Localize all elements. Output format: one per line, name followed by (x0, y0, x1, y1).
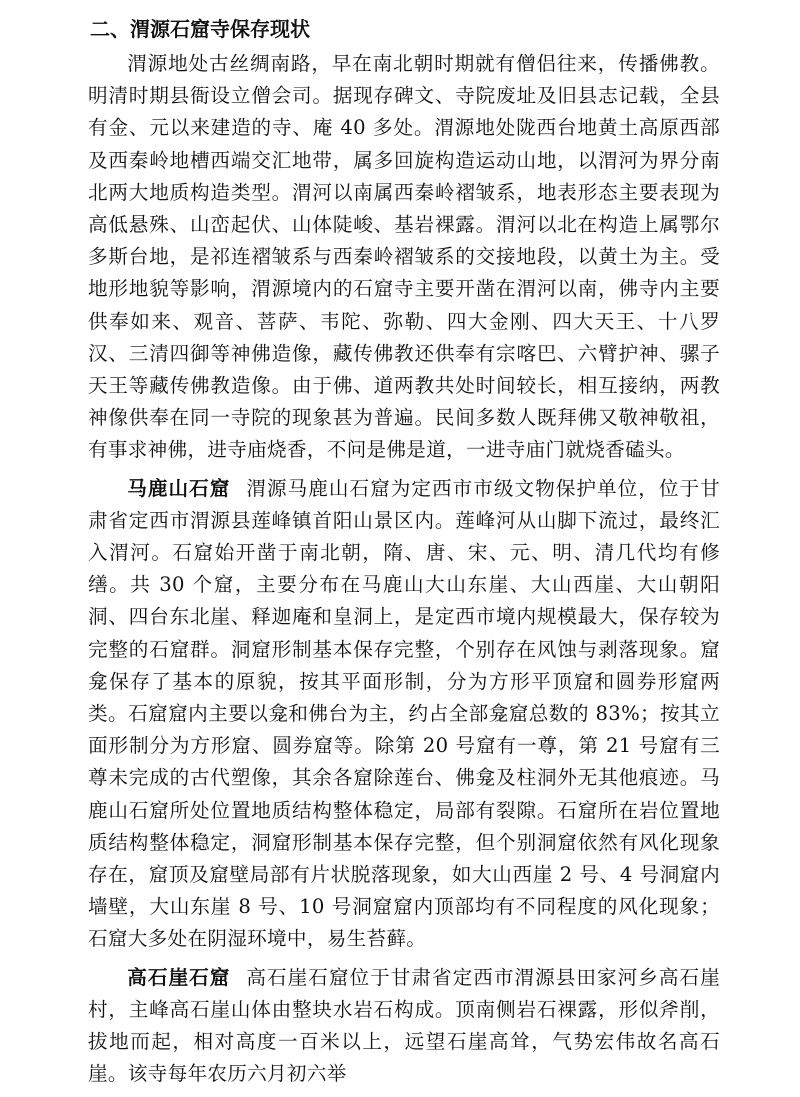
maluoshan-title: 马鹿山石窟 (127, 476, 231, 500)
section-title: 二、渭源石窟寺保存现状 (90, 17, 310, 41)
intro-paragraph: 渭源地处古丝绸南路，早在南北朝时期就有僧侣往来，传播佛教。明清时期县衙设立僧会司。据现存碑文、寺院废址及旧县志记载，全县有金、元以来建造的寺、庵 40 多处。渭源地处陇西台地黄土高原西部及西秦岭地槽西端交汇地带，属多回旋构造运动山地，以渭河为界分南北两大地质构造类型。渭河以南属西秦岭褶皱系，地表形态主要表现为高低悬殊、山峦起伏、山体陡峻、基岩裸露。渭河以北在构造上属鄂尔多斯台地，是祁连褶皱系与西秦岭褶皱系的交接地段，以黄土为主。受地形地貌等影响，渭源境内的石窟寺主要开凿在渭河以南，佛寺内主要供奉如来、观音、菩萨、韦陀、弥勒、四大金刚、四大天王、十八罗汉、三清四御等神佛造像，藏传佛教还供奉有宗喀巴、六臂护神、骡子天王等藏传佛教造像。由于佛、道两教共处时间较长，相互接纳，两教神像供奉在同一寺院的现象甚为普遍。民间多数人既拜佛又敬神敬祖，有事求神佛，进寺庙烧香，不问是佛是道，一进寺庙门就烧香磕头。 (88, 52, 720, 462)
gaoshiya-paragraph (88, 962, 720, 1091)
maluoshan-body: 渭源马鹿山石窟为定西市市级文物保护单位，位于甘肃省定西市渭源县莲峰镇首阳山景区内。莲峰河从山脚下流过，最终汇入渭河。石窟始开凿于南北朝，隋、唐、宋、元、明、清几代均有修缮。共 30 个窟，主要分布在马鹿山大山东崖、大山西崖、大山朝阳洞、四台东北崖、释迦庵和皇洞上，是定西市境内规模最大，保存较为完整的石窟群。洞窟形制基本保存完整，个别存在风蚀与剥落现象。窟龛保存了基本的原貌，按其平面形制，分为方形平顶窟和圆券形窟两类。石窟窟内主要以龛和佛台为主，约占全部龛窟总数的 83%；按其立面形制分为方形窟、圆券窟等。除第 20 号窟有一尊，第 21 号窟有三尊未完成的古代塑像，其余各窟除莲台、佛龛及柱洞外无其他痕迹。马鹿山石窟所处位置地质结构整体稳定，局部有裂隙。石窟所在岩位置地质结构整体稳定，洞窟形制基本保存完整，但个别洞窟依然有风化现象存在，窟顶及窟壁局部有片状脱落现象，如大山西崖 2 号、4 号洞窟内墙壁，大山东崖 8 号、10 号洞窟窟内顶部均有不同程度的风化现象；石窟大多处在阴湿环境中，易生苔藓。 (88, 476, 721, 951)
maluoshan-paragraph (88, 473, 720, 956)
gaoshiya-title: 高石崖石窟 (127, 965, 231, 989)
document-page (88, 14, 720, 1097)
gaoshiya-body: 高石崖石窟位于甘肃省定西市渭源县田家河乡高石崖村，主峰高石崖山体由整块水岩石构成。顶南侧岩石裸露，形似斧削，拔地而起，相对高度一百米以上，远望石崖高耸，气势宏伟故名高石崖。该寺每年农历六月初六举 (88, 965, 721, 1086)
